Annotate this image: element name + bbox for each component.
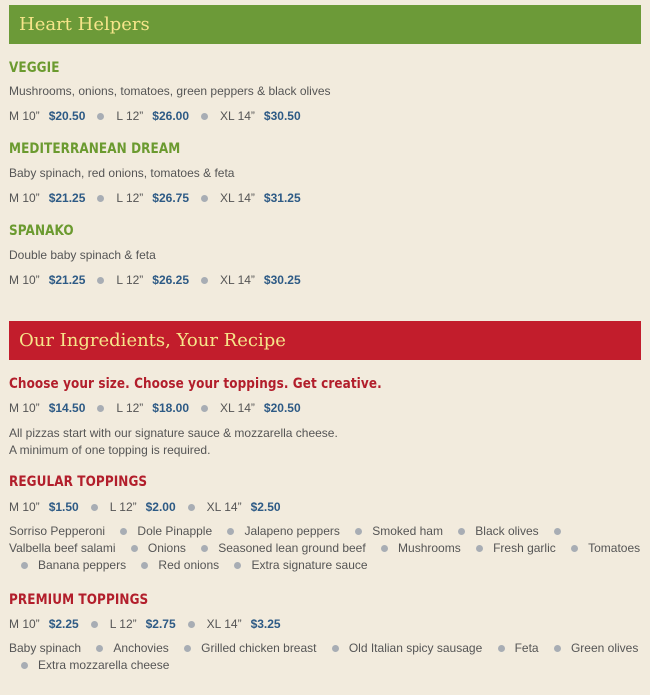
premium-toppings-title: PREMIUM TOPPINGS: [9, 592, 149, 608]
bullet-dot: [381, 545, 388, 552]
bullet-dot: [97, 405, 104, 412]
spanako-prices: [9, 272, 301, 288]
size-label: M 10”: [9, 191, 40, 205]
price-value: $26.75: [152, 191, 189, 205]
veggie-title: VEGGIE: [9, 60, 60, 76]
bullet-dot: [97, 277, 104, 284]
mediterranean-dream-description: Baby spinach, red onions, tomatoes & feta: [9, 166, 235, 180]
premium-toppings-list: [9, 640, 645, 674]
veggie-description: Mushrooms, onions, tomatoes, green peppers & black olives: [9, 84, 331, 98]
topping-item: Black olives: [475, 524, 539, 538]
bullet-dot: [234, 562, 241, 569]
bullet-dot: [332, 645, 339, 652]
bullet-dot: [96, 645, 103, 652]
bullet-dot: [21, 662, 28, 669]
topping-item: Banana peppers: [38, 558, 127, 572]
size-label: XL 14”: [220, 191, 255, 205]
price-value: $20.50: [263, 401, 301, 415]
topping-item: Baby spinach: [9, 641, 82, 655]
base-note: [9, 425, 338, 459]
price-value: $1.50: [48, 500, 79, 514]
topping-item: Sorriso Pepperoni: [9, 524, 106, 538]
bullet-dot: [201, 545, 208, 552]
bullet-dot: [498, 645, 505, 652]
price-value: $14.50: [48, 401, 86, 415]
size-label: L 12”: [116, 109, 144, 123]
size-label: L 12”: [109, 500, 137, 514]
bullet-dot: [554, 645, 561, 652]
veggie-prices: [9, 108, 301, 124]
bullet-dot: [91, 621, 98, 628]
size-label: M 10”: [9, 273, 40, 287]
topping-item: Anchovies: [113, 641, 169, 655]
price-value: $2.75: [145, 617, 176, 631]
bullet-dot: [97, 195, 104, 202]
bullet-dot: [458, 528, 465, 535]
price-value: $30.25: [263, 273, 301, 287]
topping-item: Old Italian spicy sausage: [348, 641, 483, 655]
price-value: $21.25: [48, 273, 86, 287]
bullet-dot: [188, 504, 195, 511]
topping-item: Valbella beef salami: [9, 541, 116, 555]
bullet-dot: [91, 504, 98, 511]
price-value: $21.25: [48, 191, 86, 205]
size-label: M 10”: [9, 401, 40, 415]
topping-item: Tomatoes: [588, 541, 641, 555]
tagline: Choose your size. Choose your toppings. Get creative.: [9, 376, 382, 392]
topping-item: Extra mozzarella cheese: [38, 658, 170, 672]
topping-item: Jalapeno peppers: [244, 524, 340, 538]
bullet-dot: [141, 562, 148, 569]
size-label: M 10”: [9, 617, 40, 631]
mediterranean-dream-prices: [9, 190, 301, 206]
mediterranean-dream-title: MEDITERRANEAN DREAM: [9, 141, 181, 157]
size-label: L 12”: [116, 191, 144, 205]
price-value: $31.25: [263, 191, 301, 205]
regular-toppings-prices: [9, 499, 281, 515]
size-label: XL 14”: [220, 401, 255, 415]
size-label: M 10”: [9, 109, 40, 123]
base-note-line-2: A minimum of one topping is required.: [9, 443, 211, 457]
premium-toppings-prices: [9, 616, 281, 632]
topping-item: Red onions: [158, 558, 220, 572]
topping-item: Onions: [147, 541, 186, 555]
bullet-dot: [201, 195, 208, 202]
size-label: L 12”: [116, 273, 144, 287]
bullet-dot: [476, 545, 483, 552]
price-value: $2.25: [48, 617, 79, 631]
price-value: $20.50: [48, 109, 86, 123]
base-prices: [9, 400, 301, 416]
bullet-dot: [554, 528, 561, 535]
bullet-dot: [201, 113, 208, 120]
spanako-description: Double baby spinach & feta: [9, 248, 156, 262]
regular-toppings-title: REGULAR TOPPINGS: [9, 474, 148, 490]
price-value: $26.25: [152, 273, 189, 287]
base-note-line-1: All pizzas start with our signature sauce & mozzarella cheese.: [9, 426, 338, 440]
bullet-dot: [355, 528, 362, 535]
our-ingredients-banner: Our Ingredients, Your Recipe: [9, 321, 641, 360]
bullet-dot: [188, 621, 195, 628]
price-value: $18.00: [152, 401, 189, 415]
bullet-dot: [97, 113, 104, 120]
bullet-dot: [227, 528, 234, 535]
size-label: XL 14”: [220, 273, 255, 287]
bullet-dot: [201, 277, 208, 284]
price-value: $2.00: [145, 500, 176, 514]
topping-item: Seasoned lean ground beef: [218, 541, 366, 555]
topping-item: Green olives: [570, 641, 639, 655]
bullet-dot: [131, 545, 138, 552]
topping-item: Feta: [514, 641, 539, 655]
topping-item: Dole Pinapple: [137, 524, 213, 538]
topping-item: Grilled chicken breast: [201, 641, 317, 655]
topping-item: Fresh garlic: [493, 541, 556, 555]
bullet-dot: [571, 545, 578, 552]
price-value: $26.00: [152, 109, 189, 123]
size-label: L 12”: [116, 401, 144, 415]
size-label: M 10”: [9, 500, 40, 514]
size-label: XL 14”: [206, 500, 242, 514]
size-label: XL 14”: [206, 617, 242, 631]
size-label: XL 14”: [220, 109, 255, 123]
size-label: L 12”: [109, 617, 137, 631]
price-value: $2.50: [250, 500, 281, 514]
bullet-dot: [201, 405, 208, 412]
regular-toppings-list: [9, 523, 645, 574]
spanako-title: SPANAKO: [9, 223, 74, 239]
heart-helpers-banner: Heart Helpers: [9, 5, 641, 44]
bullet-dot: [184, 645, 191, 652]
price-value: $30.50: [263, 109, 301, 123]
bullet-dot: [120, 528, 127, 535]
topping-item: Mushrooms: [398, 541, 461, 555]
price-value: $3.25: [250, 617, 281, 631]
bullet-dot: [21, 562, 28, 569]
topping-item: Extra signature sauce: [251, 558, 368, 572]
topping-item: Smoked ham: [372, 524, 443, 538]
